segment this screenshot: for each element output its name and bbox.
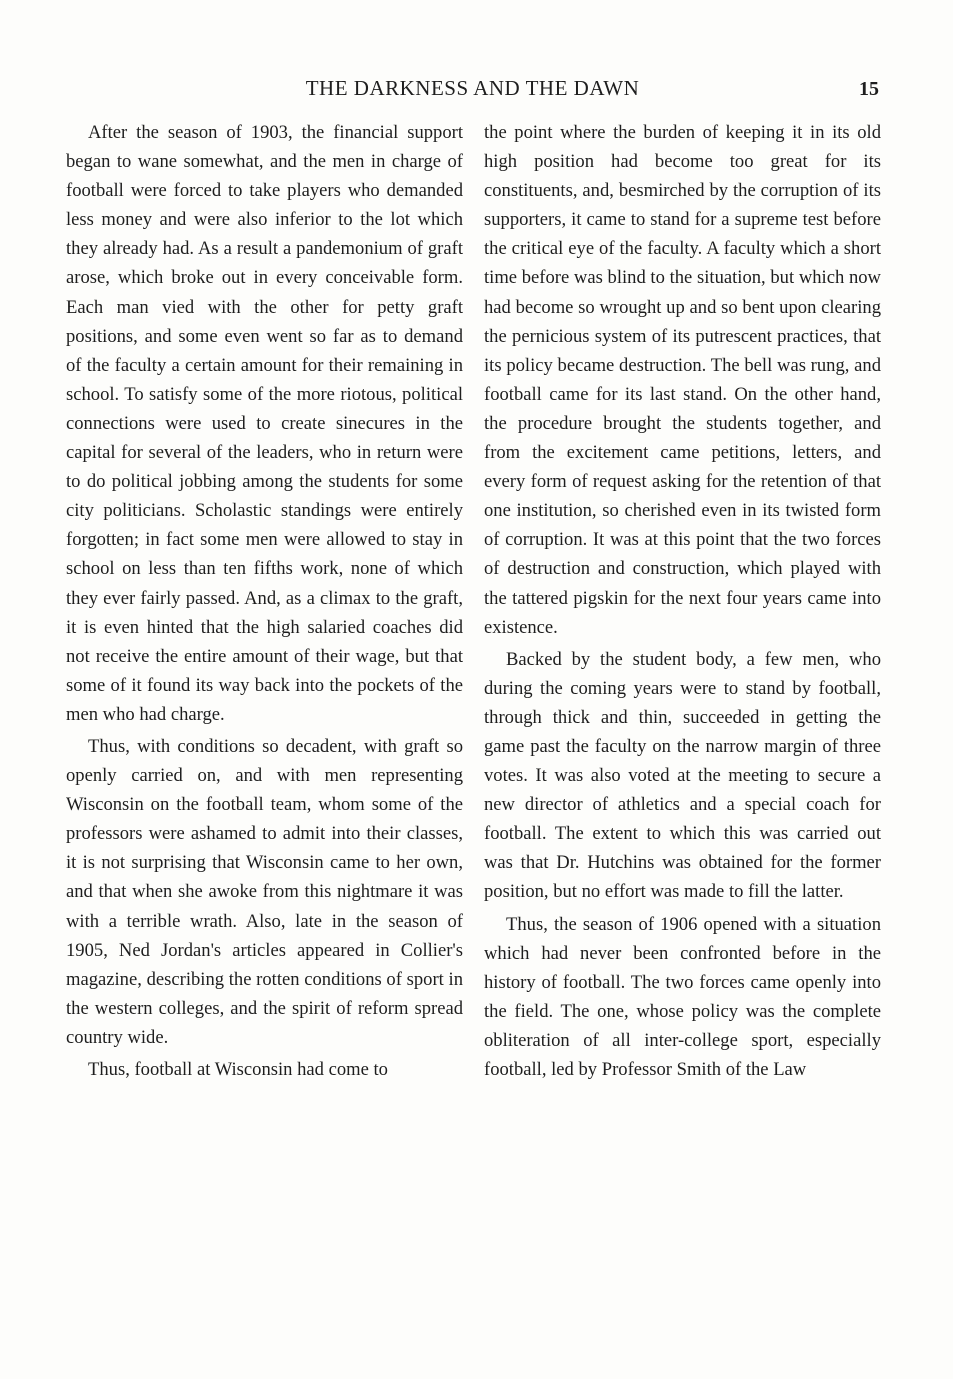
- running-title: THE DARKNESS AND THE DAWN: [305, 76, 640, 100]
- paragraph: the point where the burden of keeping it in its old high position had become too great for its constituents, and, besmirched by the corruption of its supporters, it came to stand for a supreme test before the critical eye of the faculty. A faculty which a short time before was blind to the situation, but which now had become so wrought up and so bent upon clearing the pernicious system of its putrescent practices, that its policy became destruction. The bell was rung, and football came for its last stand. On the other hand, the procedure brought the students together, and from the excitement came petitions, letters, and every form of request asking for the retention of that one institution, so cherished even in its twisted form of corruption. It was at this point that the two forces of destruction and construction, which played with the tattered pigskin for the next four years came into existence.: [484, 122, 881, 638]
- paragraph: Thus, football at Wisconsin had come to: [88, 1059, 388, 1080]
- paragraph: Thus, the season of 1906 opened with a situation which had never been confronted before in the history of football. The two forces came openly into the field. The one, whose policy was the complete obliteration of all inter-college sport, especially football, led by Professor Smith of the Law: [484, 913, 881, 1080]
- paragraph: After the season of 1903, the financial support began to wane somewhat, and the men in charge of football were forced to take players who demanded less money and were also inferior to the lot which they already had. As a result a pandemonium of graft arose, which broke out in every conceivable form. Each man vied with the other for petty graft positions, and some even went so far as to demand of the faculty a certain amount for their remaining in school. To satisfy some of the more riotous, political connections were used to create sinecures in the capital for several of the leaders, who in return were to do political jobbing among the students for some city politicians. Scholastic standings were entirely forgotten; in fact some men were allowed to stay in school on less than ten fifths work, none of which they ever fairly passed. And, as a climax to the graft, it is even hinted that the high salaried coaches did not receive the entire amount of their wage, but that some of it found its way back into the pockets of the men who had charge.: [66, 122, 463, 725]
- page-header: [66, 76, 879, 106]
- page-number: 15: [859, 78, 879, 100]
- right-column: [484, 118, 881, 1087]
- paragraph: Thus, with conditions so decadent, with graft so openly carried on, and with men representing Wisconsin on the football team, whom some of the professors were ashamed to admit into their classes, it is not surprising that Wisconsin came to her own, and that when she awoke from this nightmare it was with a terrible wrath. Also, late in the season of 1905, Ned Jordan's articles appeared in Collier's magazine, describing the rotten conditions of sport in the western colleges, and the spirit of reform spread country wide.: [66, 735, 463, 1048]
- paragraph: Backed by the student body, a few men, who during the coming years were to stand by football, through thick and thin, succeeded in getting the game past the faculty on the narrow margin of three votes. It was also voted at the meeting to secure a new director of athletics and a special coach for football. The extent to which this was carried out was that Dr. Hutchins was obtained for the former position, but no effort was made to fill the latter.: [484, 648, 881, 903]
- left-column: [66, 118, 463, 1087]
